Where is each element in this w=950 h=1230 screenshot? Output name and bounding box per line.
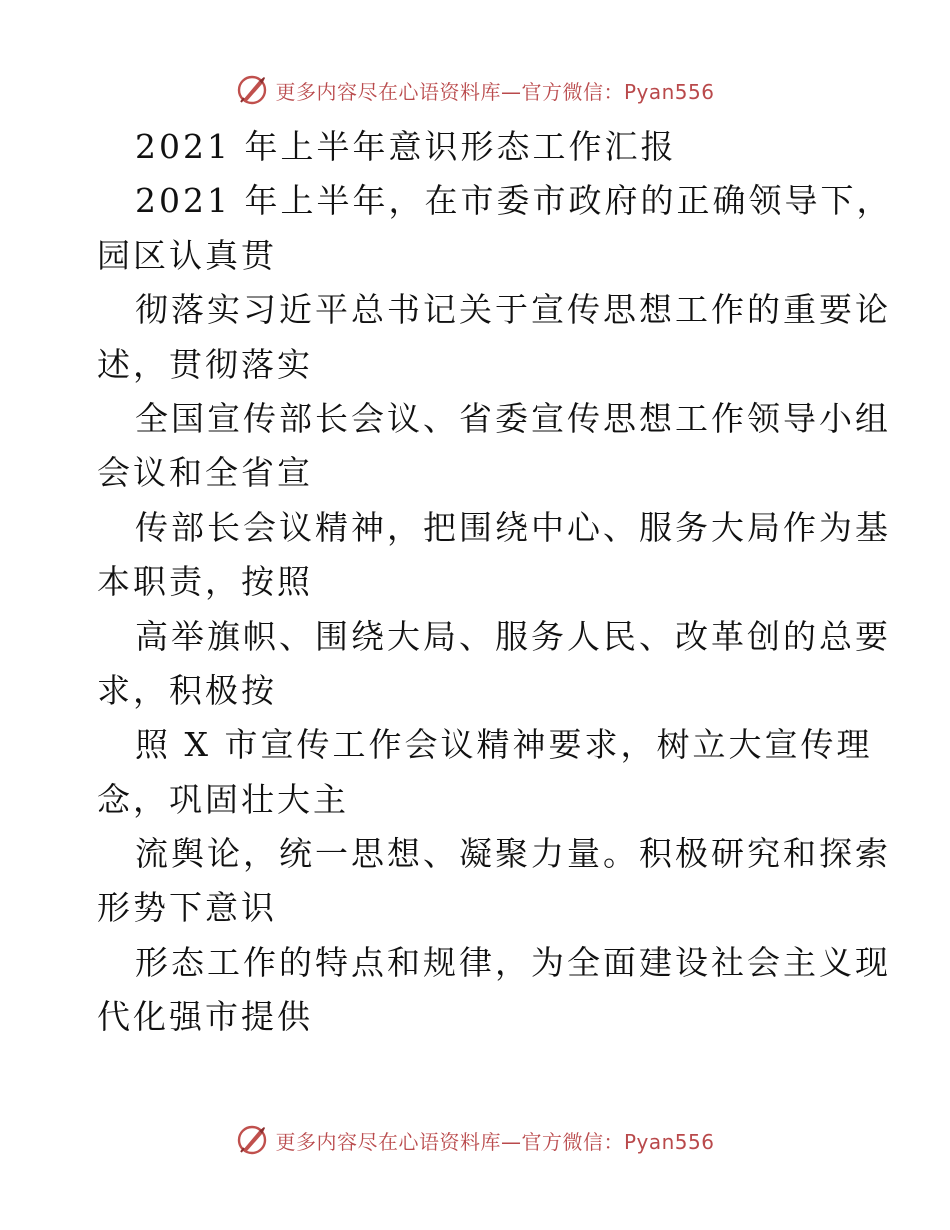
document-line: 流舆论，统一思想、凝聚力量。积极研究和探索 [135, 834, 891, 874]
footer-banner [0, 1120, 950, 1160]
document-line: 代化强市提供 [97, 997, 313, 1037]
document-line: 园区认真贯 [97, 235, 277, 275]
feather-pen-icon [235, 1123, 269, 1157]
document-line: 求，积极按 [97, 670, 277, 710]
document-line: 全国宣传部长会议、省委宣传思想工作领导小组 [135, 398, 891, 438]
document-line: 2021 年上半年意识形态工作汇报 [135, 127, 677, 166]
document-line: 2021 年上半年，在市委市政府的正确领导下， [135, 181, 893, 221]
document-line: 照 X 市宣传工作会议精神要求，树立大宣传理 [135, 725, 873, 765]
document-line: 高举旗帜、围绕大局、服务人民、改革创的总要 [135, 616, 891, 656]
document-line: 会议和全省宣 [97, 453, 313, 493]
document-line: 述，贯彻落实 [97, 344, 313, 384]
feather-pen-icon [235, 73, 269, 107]
header-banner-text: 更多内容尽在心语资料库—官方微信：Pyan556 [275, 79, 715, 104]
document-line: 本职责，按照 [97, 562, 313, 602]
document-body [97, 120, 893, 1045]
document-line: 念，巩固壮大主 [97, 779, 349, 819]
document-line: 形态工作的特点和规律，为全面建设社会主义现 [135, 942, 891, 982]
document-line: 形势下意识 [97, 888, 277, 928]
header-banner [0, 70, 950, 110]
document-line: 彻落实习近平总书记关于宣传思想工作的重要论 [135, 290, 891, 330]
footer-banner-text: 更多内容尽在心语资料库—官方微信：Pyan556 [275, 1129, 715, 1154]
document-line: 传部长会议精神，把围绕中心、服务大局作为基 [135, 507, 891, 547]
